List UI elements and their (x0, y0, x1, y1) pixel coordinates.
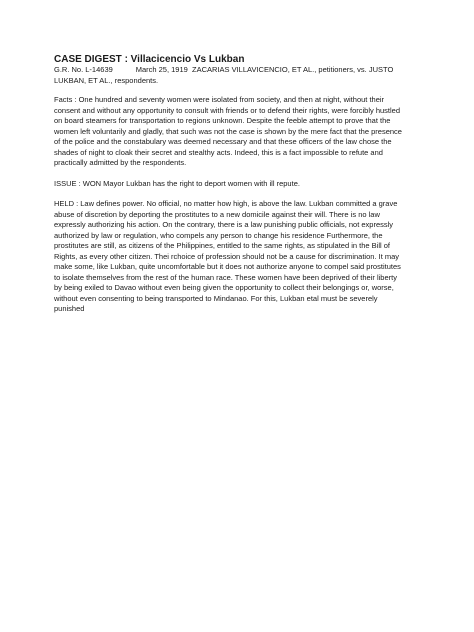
text-line: Facts : One hundred and seventy women were isolated from society, and then at night, without their (54, 95, 385, 104)
text-line: by being exiled to Davao without even being given the opportunity to collect their belongings or, worse, (54, 283, 394, 292)
text-line: practically admitted by the respondents. (54, 158, 187, 167)
text-line: consent and without any opportunity to consult with friends or to defend their rights, were forcibly hustled (54, 105, 401, 115)
text-line: expressly authorizing his action. On the contrary, there is a law punishing public officials, not expressly (54, 220, 394, 229)
text-line: Rights, as every other citizen. Thei rchoice of profession should not be a cause for discrimination. It may (54, 251, 400, 261)
text-line: ISSUE : WON Mayor Lukban has the right to deport women with ill repute. (54, 178, 300, 188)
text-line: abuse of discretion by deporting the prostitutes to a new domicile against their will. There is no law (54, 209, 380, 219)
issue-paragraph (54, 179, 428, 190)
text-line: of the police and the constabulary was deemed necessary and that these officers of the law chose the (54, 137, 392, 146)
caption-line: LUKBAN, ET AL., respondents. (54, 75, 159, 85)
document-title: CASE DIGEST : Villacicencio Vs Lukban (54, 54, 245, 65)
text-line: authorized by law or regulation, who compels any person to change his residence Furthermore, the (54, 230, 383, 240)
text-line: on board steamers for transportation to regions unknown. Despite the feeble attempt to prove that the (54, 116, 391, 125)
text-line: shades of night to cloak their secret and stealthy acts. Indeed, this is a fact impossible to refute and (54, 147, 383, 157)
text-line: without even consenting to being transported to Mindanao. For this, Lukban etal must be severely (54, 293, 378, 303)
caption-line: G.R. No. L-14639 March 25, 1919 ZACARIAS VILLAVICENCIO, ET AL., petitioners, vs. JUSTO (54, 65, 394, 74)
text-line: HELD : Law defines power. No official, no matter how high, is above the law. Lukban committed a grave (54, 199, 398, 208)
text-line: women left voluntarily and gladly, that such was not the case is shown by the mere fact that the presence (54, 126, 402, 136)
facts-paragraph (54, 95, 428, 169)
text-line: make some, like Lukban, quite uncomfortable but it does not authorize anyone to compel said prostitutes (54, 262, 401, 271)
case-caption (54, 65, 428, 86)
text-line: prostitutes are still, as citizens of the Philippines, entitled to the same rights, as stipulated in the Bill of (54, 241, 391, 250)
document-page (54, 54, 428, 315)
text-line: to isolate themselves from the rest of the human race. These women have been deprived of their liberty (54, 272, 397, 282)
text-line: punished (54, 304, 85, 313)
held-paragraph (54, 199, 428, 315)
